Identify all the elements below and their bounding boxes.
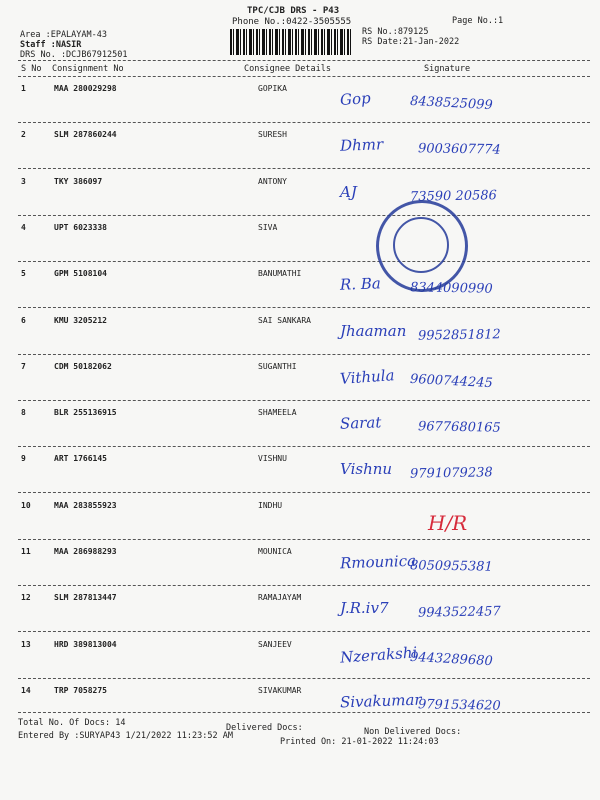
row-consignee-name: MOUNICA — [258, 547, 292, 556]
row-consignment-no: MAA 286988293 — [54, 547, 117, 556]
row-consignment-no: MAA 283855923 — [54, 500, 117, 510]
row-separator — [18, 492, 590, 493]
signature-name: AJ — [340, 182, 357, 201]
row-serial: 12 — [21, 593, 31, 603]
barcode — [230, 29, 352, 55]
row-separator — [18, 678, 590, 679]
row-separator — [18, 539, 590, 540]
row-consignment-no: BLR 255136915 — [54, 408, 117, 418]
printed-on: Printed On: 21-01-2022 11:24:03 — [280, 737, 439, 747]
rs-date: RS Date:21-Jan-2022 — [362, 37, 460, 47]
signature-phone: 9003607774 — [417, 141, 501, 159]
row-consignment-no: UPT 6023338 — [54, 222, 107, 232]
phone-number: Phone No.:0422-3505555 — [232, 17, 352, 27]
row-consignee-name: BANUMATHI — [258, 269, 302, 279]
row-consignee-name: SANJEEV — [258, 639, 292, 649]
row-consignee-name: SURESH — [258, 130, 287, 140]
row-serial: 3 — [21, 176, 26, 186]
row-consignee-name: VISHNU — [258, 454, 287, 464]
row-serial: 4 — [21, 222, 26, 232]
delivery-stamp — [376, 200, 468, 292]
signature-name: Sivakumar — [339, 690, 422, 712]
row-serial: 11 — [21, 547, 31, 556]
row-serial: 7 — [21, 361, 26, 371]
rs-number: RS No.:879125 — [362, 27, 429, 37]
col-consignment: Consignment No — [52, 64, 124, 74]
signature-name: Vishnu — [340, 460, 393, 479]
row-consignee-name: SHAMEELA — [258, 408, 297, 418]
signature-phone: 8344090990 — [409, 280, 493, 297]
signature-phone: H/R — [428, 510, 468, 535]
row-serial: 13 — [21, 639, 31, 649]
signature-phone: 9943522457 — [417, 604, 501, 622]
row-consignee-name: GOPIKA — [258, 84, 287, 93]
row-serial: 2 — [21, 130, 26, 140]
row-serial: 1 — [21, 84, 26, 93]
signature-name: Dhmr — [339, 135, 384, 156]
row-consignment-no: SLM 287813447 — [54, 593, 117, 603]
row-consignment-no: GPM 5108104 — [54, 269, 107, 279]
col-sno: S No — [21, 64, 42, 74]
signature-phone: 73590 20586 — [409, 187, 497, 205]
row-consignment-no: HRD 389813004 — [54, 639, 117, 649]
row-separator — [18, 631, 590, 632]
entered-by: Entered By :SURYAP43 1/21/2022 11:23:52 AM — [18, 731, 233, 741]
row-separator — [18, 215, 590, 216]
signature-name: R. Ba — [339, 274, 382, 294]
document-title: TPC/CJB DRS - P43 — [247, 6, 340, 16]
row-consignment-no: CDM 50182062 — [54, 361, 112, 371]
row-separator — [18, 585, 590, 586]
row-separator — [18, 446, 590, 447]
staff-field: Staff :NASIR — [20, 40, 82, 50]
row-consignee-name: SAI SANKARA — [258, 315, 311, 325]
footer-rule — [18, 712, 590, 713]
row-consignment-no: KMU 3205212 — [54, 315, 107, 325]
col-signature: Signature — [424, 64, 471, 74]
delivered-docs: Delivered Docs: — [226, 723, 303, 733]
signature-phone: 9443289680 — [409, 649, 494, 669]
signature-name: Gop — [339, 88, 372, 110]
signature-name: Vithula — [339, 365, 396, 388]
row-serial: 5 — [21, 269, 26, 279]
row-serial: 10 — [21, 500, 31, 510]
signature-phone: 9791534620 — [417, 697, 501, 714]
row-separator — [18, 400, 590, 401]
row-consignment-no: MAA 280029298 — [54, 84, 117, 93]
signature-name: Jhaaman — [340, 321, 407, 340]
row-consignee-name: SIVAKUMAR — [258, 685, 302, 695]
total-docs: Total No. Of Docs: 14 — [18, 718, 126, 728]
signature-phone: 9677680165 — [417, 419, 501, 436]
row-consignee-name: INDHU — [258, 500, 283, 510]
row-separator — [18, 307, 590, 308]
signature-phone: 9952851812 — [417, 326, 501, 344]
signature-name: J.R.iv7 — [340, 599, 389, 618]
page-number: Page No.:1 — [452, 16, 504, 26]
row-serial: 6 — [21, 315, 26, 325]
row-consignment-no: ART 1766145 — [54, 454, 107, 464]
row-serial: 9 — [21, 454, 26, 464]
drs-number: DRS No. :DCJB67912501 — [20, 50, 128, 60]
row-separator — [18, 354, 590, 355]
row-consignee-name: RAMAJAYAM — [258, 593, 302, 603]
signature-phone: 9600744245 — [409, 371, 494, 391]
signature-name: Rmounica — [339, 551, 417, 573]
col-consignee: Consignee Details — [244, 64, 331, 74]
non-delivered-docs: Non Delivered Docs: — [364, 727, 462, 737]
signature-phone: 8050955381 — [409, 558, 493, 575]
signature-name: Sarat — [339, 413, 382, 433]
row-serial: 8 — [21, 408, 26, 418]
signature-phone: 8438525099 — [409, 93, 494, 114]
header-rule — [18, 60, 590, 61]
row-serial: 14 — [21, 685, 31, 695]
signature-name: Nzerakshi — [339, 642, 418, 667]
row-consignee-name: SUGANTHI — [258, 361, 297, 371]
row-separator — [18, 122, 590, 123]
row-consignee-name: ANTONY — [258, 176, 287, 186]
row-consignment-no: TKY 386097 — [54, 176, 103, 186]
signature-phone: 9791079238 — [409, 465, 493, 483]
row-consignment-no: TRP 7058275 — [54, 685, 107, 695]
row-separator — [18, 261, 590, 262]
area-field: Area :EPALAYAM-43 — [20, 30, 107, 40]
column-rule — [18, 76, 590, 77]
row-separator — [18, 168, 590, 169]
row-consignee-name: SIVA — [258, 222, 278, 232]
row-consignment-no: SLM 287860244 — [54, 130, 117, 140]
